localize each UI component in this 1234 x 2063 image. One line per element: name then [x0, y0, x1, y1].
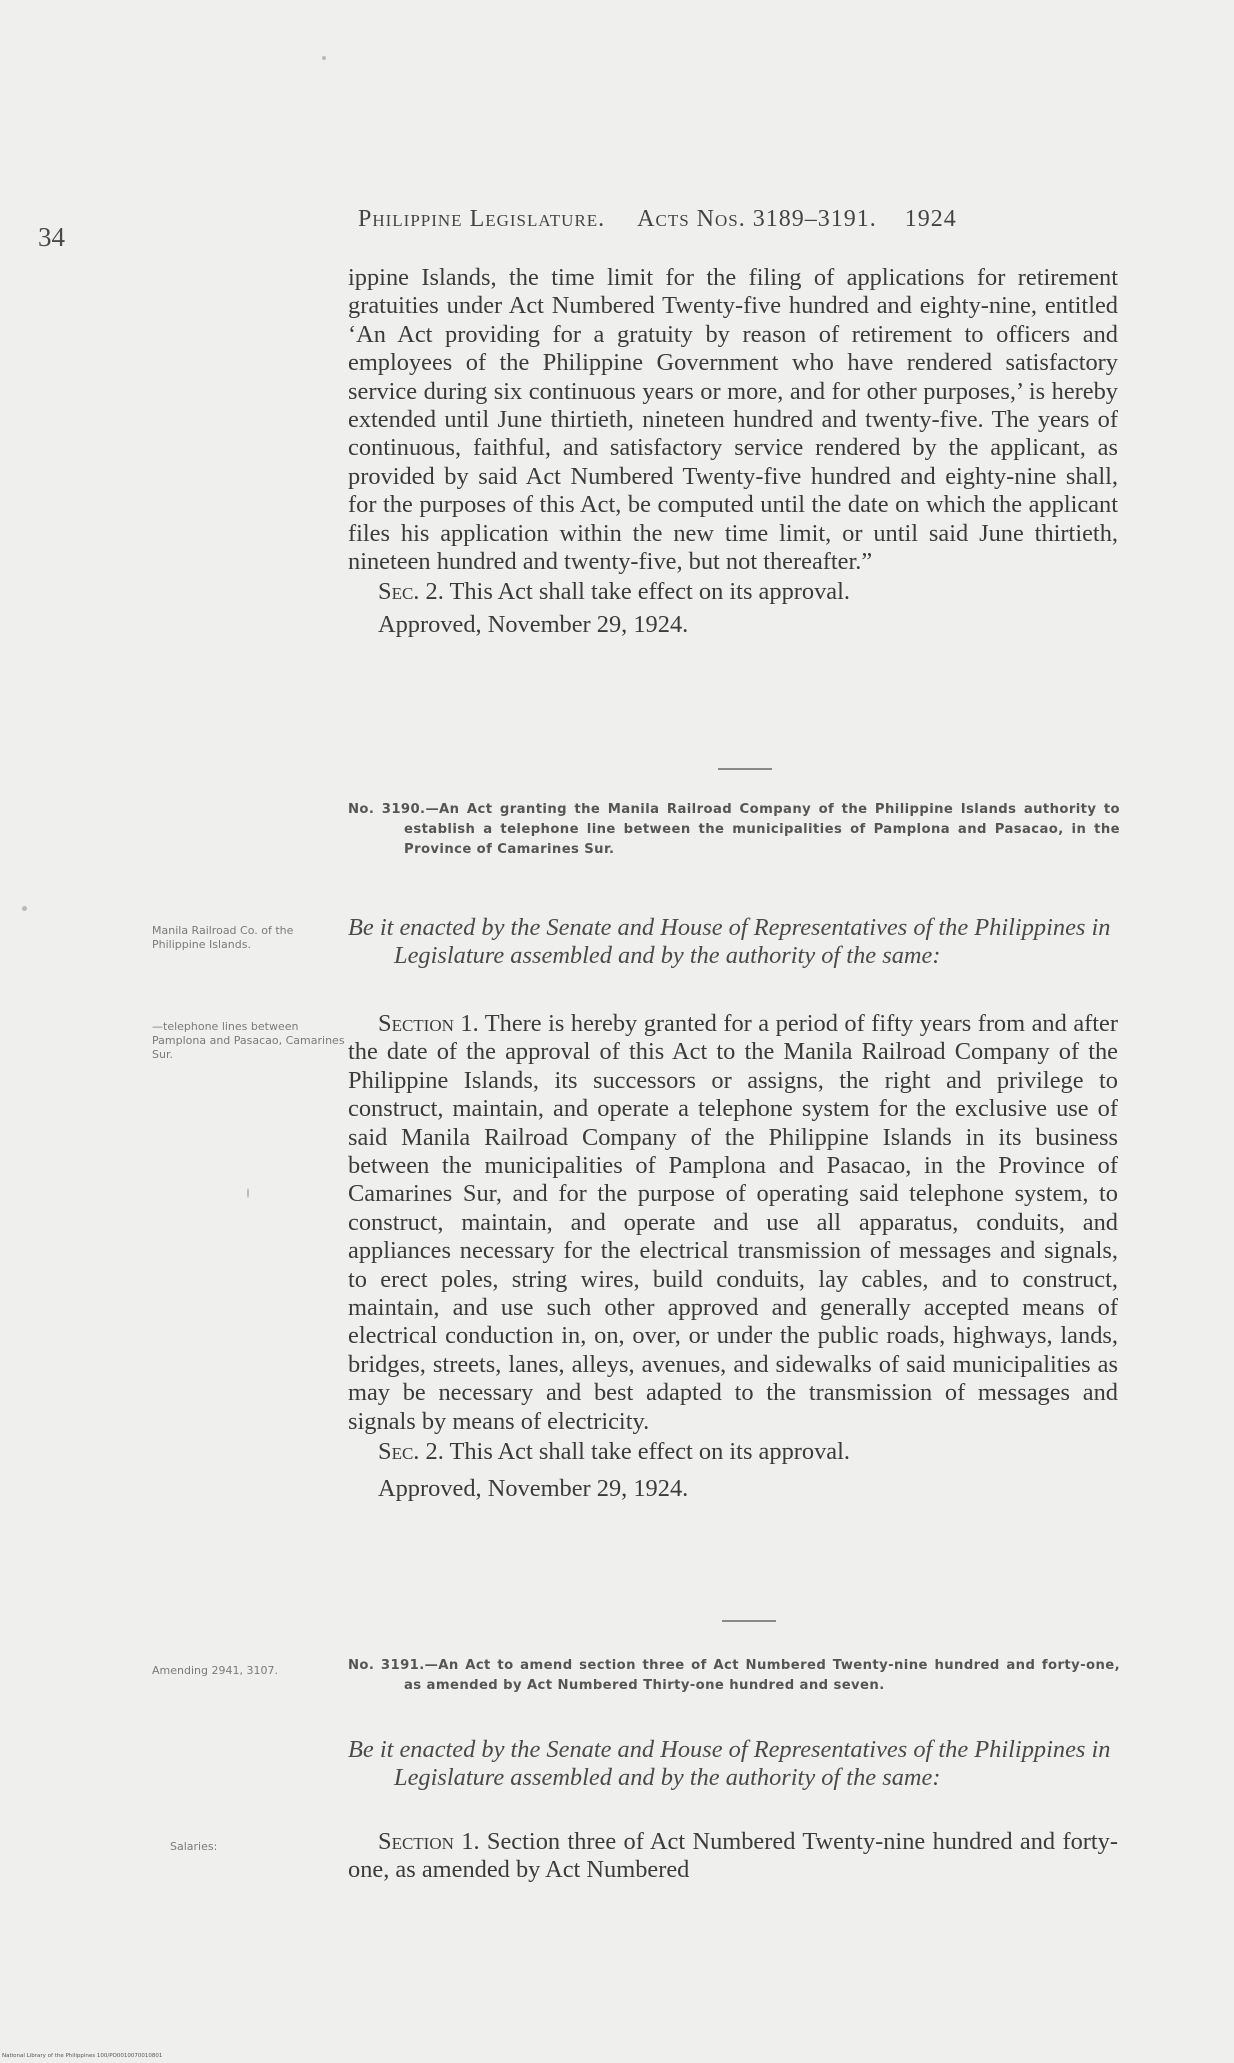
act-3191-title: No. 3191.—An Act to amend section three of Act Numbered Twenty-nine hundred and forty-one, as amended by Act Numbered Thirty-one hundred and seven. [348, 1658, 1120, 1693]
running-head-acts: Acts Nos. 3189–3191. [637, 206, 877, 232]
scan-credit-footer: National Library of the Philippines 100/PO0010070010801 [2, 2053, 163, 2059]
act-3190-enacting-clause: Be it enacted by the Senate and House of Representatives of the Philippines in Legislature assembled and by the authority of the same: [348, 914, 1111, 970]
section-label: Section [378, 1010, 454, 1037]
paper-speck [322, 56, 326, 60]
act-3189-approved: Approved, November 29, 1924. [378, 610, 689, 638]
section-label: Section [378, 1828, 454, 1855]
act-3189-section-2 [348, 578, 1118, 606]
paper-speck [22, 906, 27, 911]
act-3190-section-2 [348, 1438, 1118, 1466]
margin-note-salaries: Salaries: [170, 1840, 218, 1853]
act-3191-section-1 [348, 1828, 1118, 1885]
margin-note-manila-railroad: Manila Railroad Co. of the Philippine Islands. [152, 924, 294, 951]
section-text: 2. This Act shall take effect on its approval. [425, 578, 850, 606]
section-label: Sec. [378, 1438, 420, 1466]
section-label: Sec. [378, 578, 420, 606]
act-3189-body: ippine Islands, the time limit for the filing of applications for retirement gratuities under Act Numbered Twenty-five hundred and eighty-nine, entitled ‘An Act providing for a gratuity by reason of retirement to officers and employees of the Philippine Government who have rendered satisfactory service during six continuous years or more, and for other purposes,’ is hereby extended until June thirtieth, nineteen hundred and twenty-five. The years of continuous, faithful, and satisfactory service rendered by the applicant, as provided by said Act Numbered Twenty-five hundred and eighty-nine shall, for the purposes of this Act, be computed until the date on which the applicant files his application within the new time limit, or until said June thirtieth, nineteen hundred and twenty-five, but not thereafter.” [348, 264, 1118, 576]
act-3190-section-1 [348, 1010, 1118, 1436]
section-text: 2. This Act shall take effect on its approval. [425, 1438, 850, 1466]
act-3190-title: No. 3190.—An Act granting the Manila Railroad Company of the Philippine Islands authority to establish a telephone line between the municipalities of Pamplona and Pasacao, in the Province of Camarines Sur. [348, 802, 1120, 857]
section-divider-rule [718, 768, 772, 770]
running-head-year: 1924 [904, 206, 957, 232]
act-3190-body [348, 1010, 1118, 1503]
act-3191-body [348, 1828, 1118, 1885]
page-number: 34 [38, 222, 65, 252]
section-divider-rule [722, 1620, 776, 1622]
section-text: 1. Section three of Act Numbered Twenty-nine hundred and forty-one, as amended by Act Numbered [348, 1828, 1118, 1884]
running-head-title: Philippine Legislature. [358, 206, 606, 232]
act-3189-continuation [348, 264, 1118, 639]
margin-note-telephone-lines: —telephone lines between Pamplona and Pasacao, Camarines Sur. [152, 1020, 345, 1061]
act-3191-enacting-clause: Be it enacted by the Senate and House of Representatives of the Philippines in Legislature assembled and by the authority of the same: [348, 1736, 1111, 1792]
paper-speck [247, 1188, 249, 1198]
act-3190-approved: Approved, November 29, 1924. [378, 1474, 689, 1502]
section-text: 1. There is hereby granted for a period of fifty years from and after the date of the approval of this Act to the Manila Railroad Company of the Philippine Islands, its successors or assigns, the right and privilege to construct, maintain, and operate a telephone system for the exclusive use of said Manila Railroad Company of the Philippine Islands in its business between the municipalities of Pamplona and Pasacao, in the Province of Camarines Sur, and for the purpose of operating said telephone system, to construct, maintain, and operate and use all apparatus, conduits, and appliances necessary for the electrical transmission of messages and signals, to erect poles, string wires, build conduits, lay cables, and to construct, maintain, and use such other approved and generally accepted means of electrical conduction in, on, over, or under the public roads, highways, lands, bridges, streets, lanes, alleys, avenues, and sidewalks of said municipalities as may be necessary and best adapted to the transmission of messages and signals by means of electricity. [348, 1010, 1118, 1435]
running-head [358, 206, 1098, 233]
margin-note-amending: Amending 2941, 3107. [152, 1664, 278, 1677]
